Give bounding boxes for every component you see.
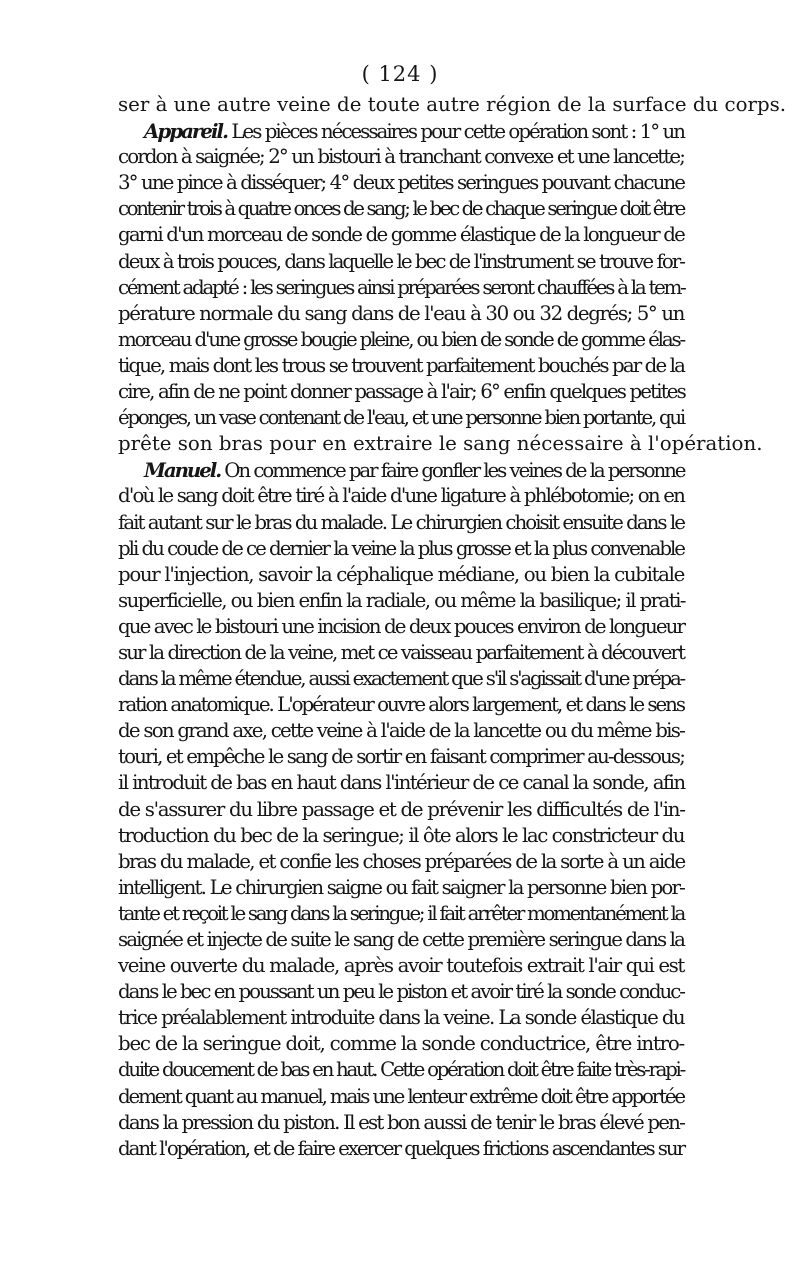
text-line: [118, 666, 684, 692]
text-line: [118, 901, 684, 927]
line-text: intelligent. Le chirurgien saigne ou fait saigner la personne bien por-: [118, 875, 684, 899]
line-text: que avec le bistouri une incision de deux pouces environ de longueur: [118, 614, 684, 638]
text-line: [118, 953, 684, 979]
text-line: [118, 588, 684, 614]
text-line: [118, 536, 684, 562]
text-line: [118, 92, 787, 118]
line-text: touri, et empêche le sang de sortir en faisant comprimer au-dessous;: [118, 745, 685, 769]
text-line: [118, 353, 684, 379]
text-line: [118, 744, 684, 770]
line-text: de son grand axe, cette veine à l'aide de la lancette ou du même bis-: [118, 719, 684, 743]
text-line: [118, 1084, 684, 1110]
text-line: [118, 979, 684, 1005]
line-text: bec de la seringue doit, comme la sonde conductrice, être intro-: [118, 1032, 684, 1056]
line-text: veine ouverte du malade, après avoir toutefois extrait l'air qui est: [118, 954, 684, 978]
text-line: [118, 510, 684, 536]
line-text: d'où le sang doit être tiré à l'aide d'une ligature à phlébotomie; on en: [118, 484, 684, 508]
text-line: [118, 770, 684, 796]
line-text: duite doucement de bas en haut. Cette opération doit être faite très-rapi-: [118, 1058, 684, 1082]
text-line: [118, 483, 684, 509]
text-line: [118, 457, 684, 483]
line-text: ser à une autre veine de toute autre région de la surface du corps.: [118, 93, 787, 116]
text-line: [118, 562, 684, 588]
text-line: [118, 1057, 684, 1083]
line-text: dans la pression du piston. Il est bon aussi de tenir le bras élevé pen-: [118, 1110, 684, 1134]
section-run-in-heading: Manuel.: [144, 458, 221, 483]
text-line: [118, 797, 684, 823]
line-text: dant l'opération, et de faire exercer quelques frictions ascendantes sur: [118, 1136, 684, 1160]
line-text: cordon à saignée; 2° un bistouri à tranchant convexe et une lancette;: [118, 145, 684, 169]
line-text: éponges, un vase contenant de l'eau, et une personne bien portante, qui: [118, 406, 684, 430]
line-text: dement quant au manuel, mais une lenteur extrême doit être apportée: [118, 1084, 684, 1108]
line-text: garni d'un morceau de sonde de gomme élastique de la longueur de: [118, 223, 684, 247]
text-line: [118, 718, 684, 744]
text-line: [118, 379, 684, 405]
line-text: morceau d'une grosse bougie pleine, ou bien de sonde de gomme élas-: [118, 327, 684, 351]
text-line: [118, 875, 684, 901]
line-text: cément adapté : les seringues ainsi préparées seront chauffées à la tem-: [118, 275, 685, 299]
text-line: [118, 614, 684, 640]
line-text: de s'assurer du libre passage et de prévenir les difficultés de l'in-: [118, 797, 685, 821]
line-text: bras du malade, et confie les choses préparées de la sorte à un aide: [118, 849, 685, 873]
line-text: dans le bec en poussant un peu le piston et avoir tiré la sonde conduc-: [118, 980, 684, 1004]
line-text: cire, afin de ne point donner passage à l'air; 6° enfin quelques petites: [118, 380, 685, 404]
text-line: [118, 1005, 684, 1031]
line-text: pli du coude de ce dernier la veine la plus grosse et la plus convenable: [118, 536, 684, 560]
text-line: [118, 249, 684, 275]
text-line: [118, 275, 684, 301]
body-text: [118, 92, 787, 1162]
text-line: [118, 1031, 684, 1057]
text-line: [118, 301, 684, 327]
line-text: il introduit de bas en haut dans l'intérieur de ce canal la sonde, afin: [118, 771, 685, 795]
text-line: [118, 222, 684, 248]
line-text: ration anatomique. L'opérateur ouvre alors largement, et dans le sens: [118, 693, 684, 717]
text-line: [118, 640, 684, 666]
text-line: [118, 170, 684, 196]
line-text: fait autant sur le bras du malade. Le chirurgien choisit ensuite dans le: [118, 510, 684, 534]
text-line: [118, 405, 684, 431]
text-line: [118, 327, 684, 353]
line-text: troduction du bec de la seringue; il ôte alors le lac constricteur du: [118, 823, 684, 847]
line-text: pour l'injection, savoir la céphalique médiane, ou bien la cubitale: [118, 562, 684, 586]
text-line: [118, 1110, 684, 1136]
text-line: [118, 692, 684, 718]
line-text: deux à trois pouces, dans laquelle le bec de l'instrument se trouve for-: [118, 249, 684, 273]
text-line: [118, 431, 763, 457]
text-line: [118, 1136, 684, 1162]
line-text: pérature normale du sang dans de l'eau à 30 ou 32 degrés; 5° un: [118, 301, 684, 325]
line-text: On commence par faire gonfler les veines de la personne: [220, 459, 685, 483]
line-text: contenir trois à quatre onces de sang; le bec de chaque seringue doit être: [118, 197, 684, 221]
text-line: [118, 196, 684, 222]
section-run-in-heading: Appareil.: [144, 119, 227, 144]
line-text: saignée et injecte de suite le sang de cette première seringue dans la: [118, 928, 684, 951]
line-text: trice préalablement introduite dans la veine. La sonde élastique du: [118, 1006, 684, 1030]
text-line: [118, 849, 684, 875]
line-text: dans la même étendue, aussi exactement que s'il s'agissait d'une prépa-: [118, 667, 684, 691]
text-line: [118, 927, 684, 953]
line-text: 3° une pince à disséquer; 4° deux petites seringues pouvant chacune: [118, 171, 684, 195]
page-number-header: ( 124 ): [361, 62, 439, 86]
text-line: [118, 118, 684, 144]
text-line: [118, 823, 684, 849]
line-text: tique, mais dont les trous se trouvent parfaitement bouchés par de la: [118, 353, 684, 377]
line-text: prête son bras pour en extraire le sang nécessaire à l'opération.: [118, 432, 763, 456]
text-line: [118, 144, 684, 170]
line-text: tante et reçoit le sang dans la seringue; il fait arrêter momentanément la: [118, 901, 684, 925]
line-text: sur la direction de la veine, met ce vaisseau parfaitement à découvert: [118, 640, 684, 664]
line-text: superficielle, ou bien enfin la radiale, ou même la basilique; il prati-: [118, 588, 685, 612]
line-text: Les pièces nécessaires pour cette opération sont : 1° un: [227, 120, 684, 144]
